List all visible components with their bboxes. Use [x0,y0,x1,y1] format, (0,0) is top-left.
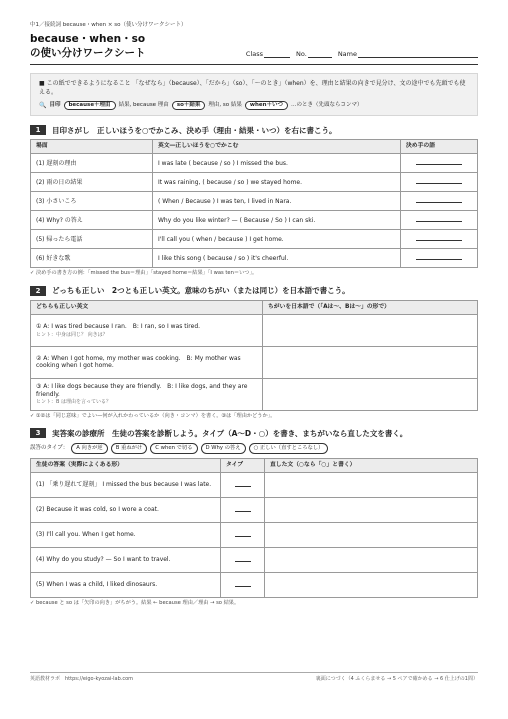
corrected-cell[interactable] [265,498,478,523]
answer-blank[interactable] [416,197,462,203]
table-row [31,548,478,573]
pair-hint: ヒント：中身は同じ？ 向きは？ [36,331,108,338]
page-footer [30,672,478,682]
section3-title: 実答案の診療所 生徒の答案を診断しよう。タイプ（A〜D・○）を書き、まちがいなら直した文を書く。 [52,428,408,438]
section2-note: ✓ ①②は「同じ意味」でよい—何が入れかわっているか（向き・コンマ）を書く。③は「理由かどうか」。 [30,412,276,419]
footer-continue: 裏面につづく（4 ふくらませる → 5 ペアで確かめる → 6 仕上げの1問） [315,676,478,682]
scene-cell: (5) 帰ったら電話 [31,230,153,249]
table-header: ちがいを日本語で（「Aは〜、Bは〜」の形で） [263,300,478,314]
table-row [31,192,478,211]
type-blank[interactable] [235,581,251,587]
corrected-cell[interactable] [265,523,478,548]
legend-pill-because: because＋理由 [64,101,116,111]
type-cell[interactable] [221,523,265,548]
title-divider [30,64,478,65]
table-row [31,249,478,268]
type-blank[interactable] [235,481,251,487]
name-field[interactable] [338,50,478,58]
table-row [31,314,478,346]
scene-cell: (6) 好きな歌 [31,249,153,268]
table-row [31,378,478,410]
student-answer-cell: (1) 「乗り遅れて遅刻」 I missed the bus because I was late. [31,473,221,498]
no-blank[interactable] [308,51,332,58]
table-row [31,523,478,548]
section1-note: ✓ 決め手の書き方の例：「missed the bus＝理由」「stayed home＝結果」「I was ten＝いつ」。 [30,270,258,277]
table-row [31,211,478,230]
table-header: 英文―正しいほうを○でかこむ [153,140,401,154]
footer-site[interactable]: 英語教材ラボ https://eigo-kyozai-lab.com [30,676,134,682]
section3-table [30,458,478,598]
table-header: 直した文（○なら「○」と書く） [265,459,478,473]
magnifier-icon: 🔍 [39,101,47,109]
table-header: 決め手の語 [401,140,478,154]
sentence-cell[interactable]: I was late ( because / so ) I missed the bus. [153,154,401,173]
class-label: Class [245,50,264,59]
table-row [31,573,478,598]
section3-number: 3 [30,428,46,438]
table-header: タイプ [221,459,265,473]
type-cell[interactable] [221,473,265,498]
section3-note: ✓ because と so は「矢印の向き」がちがう。結果 ← because 理由／理由 → so 結果。 [30,600,240,607]
table-header: 生徒の答案（実際によくある形） [31,459,221,473]
sentence-cell[interactable]: Why do you like winter? — ( Because / So ) I can ski. [153,211,401,230]
page-title-line1: because・when・so [30,32,146,45]
error-types-row [30,443,478,454]
type-cell[interactable] [221,548,265,573]
title-row [30,32,478,60]
error-types-label: 誤答のタイプ： [30,445,69,452]
legend-pill-so: so＋結果 [172,101,206,111]
name-label: Name [337,50,357,59]
scene-cell: (2) 雨の日の結果 [31,173,153,192]
pair-cell [31,314,263,346]
type-cell[interactable] [221,498,265,523]
student-answer-cell: (3) I'll call you. When I get home. [31,523,221,548]
goal-text: この紙でできるようになること 「なぜなら」（because）、「だから」（so）、「〜のとき」（when）を、理由と結果の向きで見分け、文の途中でも先頭でも使える。 [39,80,466,96]
answer-blank[interactable] [416,254,462,260]
section2-table [30,300,478,411]
no-field[interactable] [296,50,332,58]
legend-label: 目印 [49,102,61,109]
answer-blank[interactable] [416,216,462,222]
answer-cell[interactable] [401,173,478,192]
section2-title: どっちも正しい 2つとも正しい英文。意味のちがい（または同じ）を日本語で書こう。 [52,286,350,296]
name-blank[interactable] [358,51,478,58]
section1-title: 目印さがし 正しいほうを○でかこみ、決め手（理由・結果・いつ）を右に書こう。 [52,125,337,135]
pair-text: ① A: I was tired because I ran. B: I ran, so I was tired. [36,323,201,331]
scene-cell: (1) 遅刻の理由 [31,154,153,173]
pair-text: ③ A: I like dogs because they are friendly. B: I like dogs, and they are friendly. [36,383,248,398]
type-cell[interactable] [221,573,265,598]
table-row [31,230,478,249]
corrected-cell[interactable] [265,573,478,598]
legend-row [39,101,469,111]
answer-blank[interactable] [416,235,462,241]
legend-pill-when: when＋いつ [245,101,288,111]
student-fields [246,50,478,60]
answer-cell[interactable] [401,249,478,268]
student-answer-cell: (2) Because it was cold, so I wore a coat. [31,498,221,523]
section2-number: 2 [30,286,46,296]
answer-cell[interactable] [401,154,478,173]
type-blank[interactable] [235,556,251,562]
scene-cell: (3) 小さいころ [31,192,153,211]
type-chip-d: D Why の答え [201,443,246,454]
type-chip-b: B 重ねがけ [111,443,148,454]
scene-cell: (4) Why? の答え [31,211,153,230]
type-chip-correct: ○ 正しい（直すところなし） [249,443,329,454]
pair-hint: ヒント：B は理由を言っている？ [36,399,112,406]
corrected-cell[interactable] [265,548,478,573]
type-blank[interactable] [235,506,251,512]
table-row [31,154,478,173]
sentence-cell[interactable]: It was raining, ( because / so ) we stayed home. [153,173,401,192]
answer-cell[interactable] [401,192,478,211]
table-row [31,473,478,498]
class-field[interactable] [246,50,290,58]
table-row [31,173,478,192]
goal-box [30,73,478,116]
class-blank[interactable] [264,51,290,58]
breadcrumb: 中1／接続詞 because・when × so（使い分けワークシート） [30,22,187,28]
sentence-cell[interactable]: ( When / Because ) I was ten, I lived in Nara. [153,192,401,211]
table-header: 場面 [31,140,153,154]
student-answer-cell: (4) Why do you study? — So I want to travel. [31,548,221,573]
section1-heading [30,125,478,135]
table-row [31,346,478,378]
sentence-cell[interactable]: I like this song ( because / so ) it's cheerful. [153,249,401,268]
section2-heading [30,286,478,296]
answer-cell[interactable] [401,230,478,249]
section3-heading [30,428,478,438]
sentence-cell[interactable]: I'll call you ( when / because ) I get home. [153,230,401,249]
answer-blank[interactable] [416,178,462,184]
answer-cell[interactable] [401,211,478,230]
pair-text: ② A: When I got home, my mother was cooking. B: My mother was cooking when I got home. [36,354,241,370]
bullet-square-icon: ■ [39,80,45,88]
pair-cell [31,346,263,378]
student-answer-cell: (5) When I was a child, I liked dinosaurs. [31,573,221,598]
legend-text-so: 理由, so 結果 [208,102,242,109]
legend-text-because: 結果, because 理由 [118,102,169,109]
pair-cell [31,378,263,410]
section1-table [30,139,478,268]
page-title-line2: の使い分けワークシート [30,47,146,60]
corrected-cell[interactable] [265,473,478,498]
difference-answer-cell[interactable] [263,378,478,410]
section1-number: 1 [30,125,46,135]
difference-answer-cell[interactable] [263,314,478,346]
type-chip-a: A 向きが逆 [71,443,108,454]
table-row [31,498,478,523]
no-label: No. [296,50,307,59]
difference-answer-cell[interactable] [263,346,478,378]
type-blank[interactable] [235,531,251,537]
page-title [30,32,146,60]
legend-text-when: …のとき（先頭ならコンマ） [291,102,363,109]
type-chip-c: C when で切る [150,443,197,454]
answer-blank[interactable] [416,159,462,165]
table-header: どちらも正しい英文 [31,300,263,314]
